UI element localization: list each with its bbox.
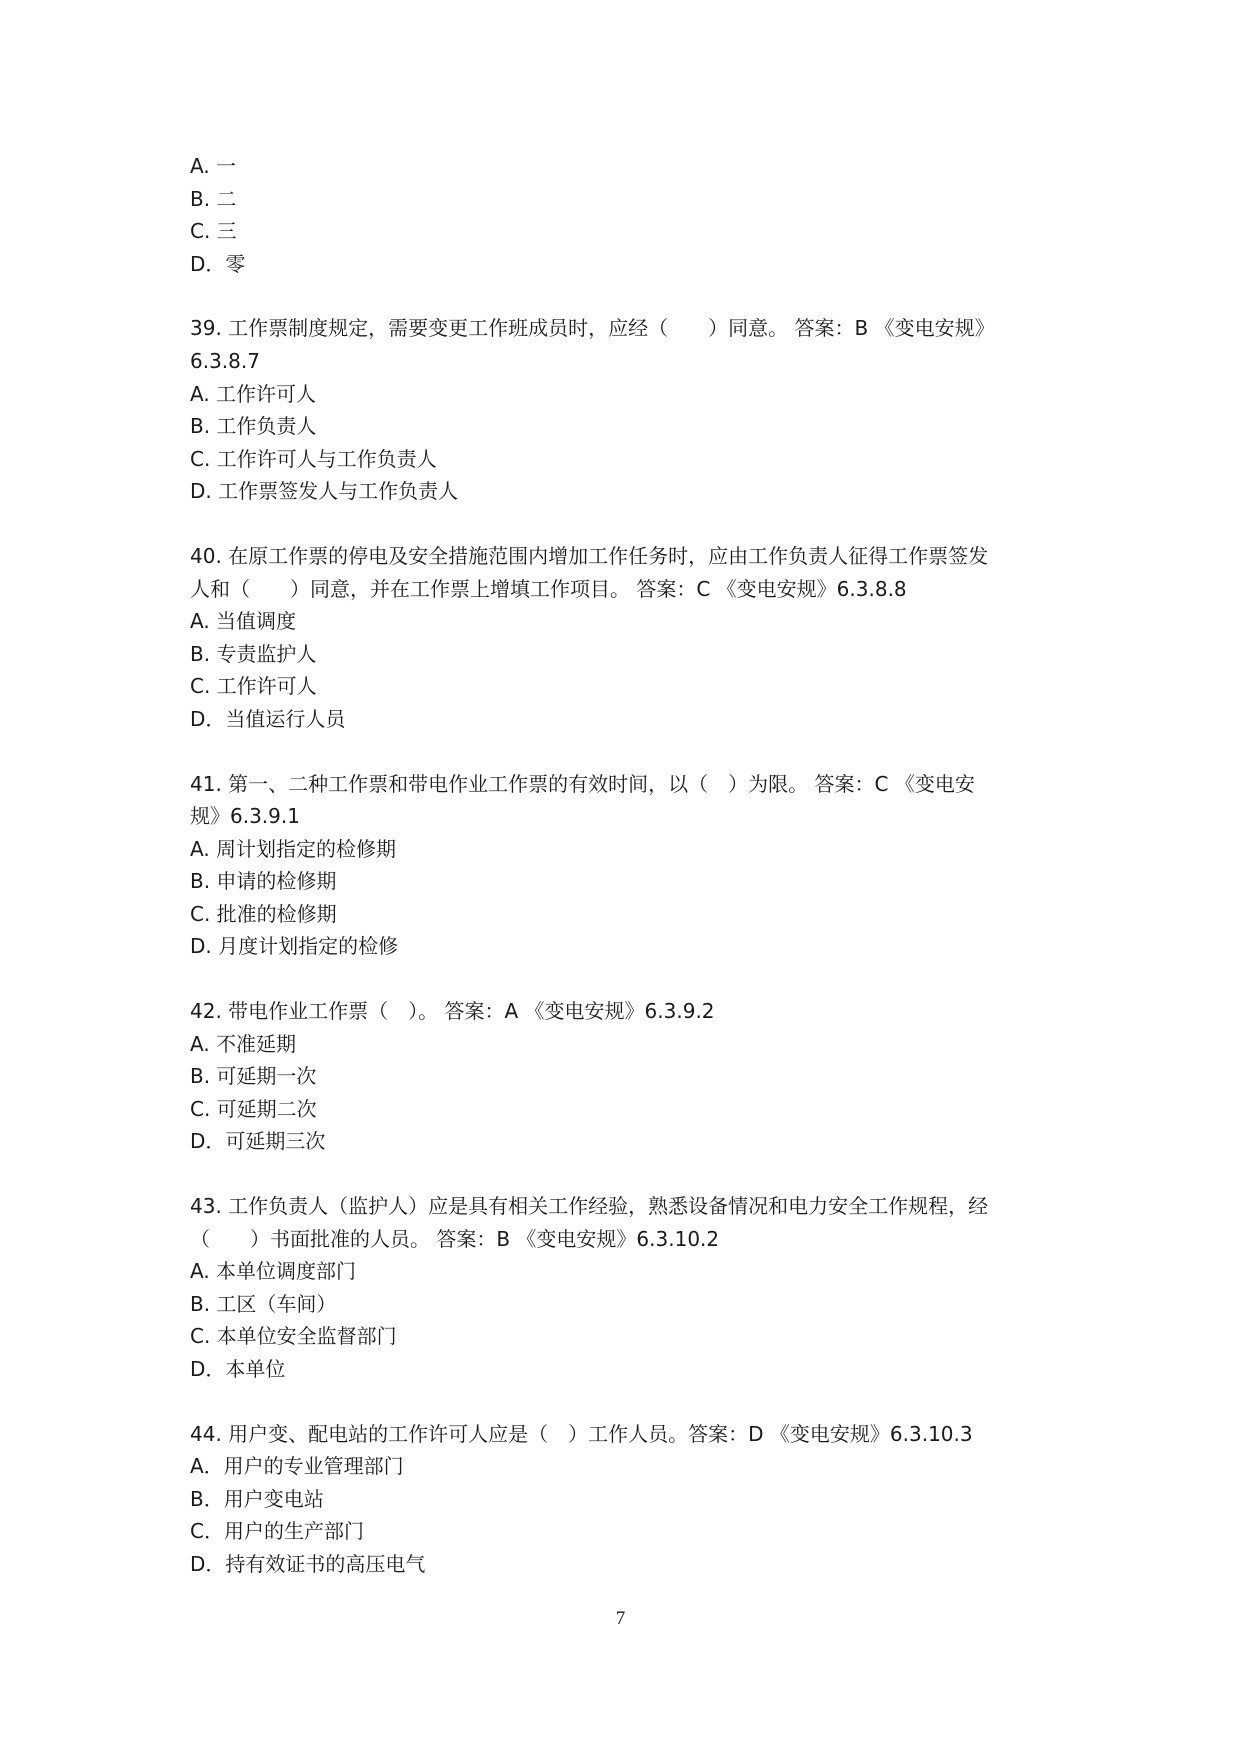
option-b: B. 专责监护人 — [190, 641, 317, 666]
question-stem-continued: 6.3.8.7 — [190, 348, 260, 373]
option-c: C. 工作许可人 — [190, 674, 317, 699]
question-stem: 40. 在原工作票的停电及安全措施范围内增加工作任务时，应由工作负责人征得工作票签发 — [190, 543, 989, 568]
option-a: A．用户的专业管理部门 — [190, 1454, 404, 1479]
question-stem-continued: 人和（ ）同意，并在工作票上增填工作项目。 答案：C 《变电安规》6.3.8.8 — [190, 576, 907, 601]
option-c: C. 工作许可人与工作负责人 — [190, 446, 437, 471]
option-c: C．用户的生产部门 — [190, 1519, 364, 1544]
option-b: B．用户变电站 — [190, 1486, 324, 1511]
option-b: B. 二 — [190, 186, 237, 211]
question-stem: 39. 工作票制度规定，需要变更工作班成员时，应经（ ）同意。 答案：B 《变电安规》 — [190, 316, 995, 341]
page-number: 7 — [615, 1608, 626, 1629]
option-a: A. 本单位调度部门 — [190, 1259, 357, 1284]
option-c: C. 三 — [190, 219, 237, 244]
option-b: B. 申请的检修期 — [190, 869, 337, 894]
question-44 — [190, 1418, 1080, 1581]
option-d: D．持有效证书的高压电气 — [190, 1551, 426, 1576]
question-stem-continued: （ ）书面批准的人员。 答案：B 《变电安规》6.3.10.2 — [190, 1226, 720, 1251]
option-c: C. 批准的检修期 — [190, 901, 337, 926]
question-stem-continued: 规》6.3.9.1 — [190, 804, 300, 829]
option-a: A. 工作许可人 — [190, 381, 317, 406]
option-a: A. 不准延期 — [190, 1031, 297, 1056]
document-page — [190, 150, 1080, 1581]
option-c: C. 可延期二次 — [190, 1096, 317, 1121]
option-b: B. 工区（车间） — [190, 1291, 337, 1316]
option-d: D. 月度计划指定的检修 — [190, 934, 399, 959]
option-d: D．当值运行人员 — [190, 706, 346, 731]
option-b: B. 工作负责人 — [190, 414, 317, 439]
option-a: A. 一 — [190, 154, 237, 178]
option-d: D. 工作票签发人与工作负责人 — [190, 479, 459, 504]
option-b: B. 可延期一次 — [190, 1064, 317, 1089]
option-a: A. 周计划指定的检修期 — [190, 836, 397, 861]
question-stem: 41. 第一、二种工作票和带电作业工作票的有效时间，以（ ）为限。 答案：C 《变电安 — [190, 771, 975, 796]
option-a: A. 当值调度 — [190, 609, 297, 634]
question-stem: 42. 带电作业工作票（ ）。 答案：A 《变电安规》6.3.9.2 — [190, 999, 715, 1024]
question-43 — [190, 1190, 1080, 1386]
question-stem: 44. 用户变、配电站的工作许可人应是（ ）工作人员。答案：D 《变电安规》6.3.10.3 — [190, 1421, 973, 1446]
previous-question-options — [190, 150, 1080, 280]
option-d: D．本单位 — [190, 1357, 286, 1381]
question-stem: 43. 工作负责人（监护人）应是具有相关工作经验，熟悉设备情况和电力安全工作规程，经 — [190, 1194, 989, 1219]
question-42 — [190, 995, 1080, 1158]
question-39 — [190, 312, 1080, 508]
option-c: C. 本单位安全监督部门 — [190, 1324, 397, 1349]
question-41 — [190, 768, 1080, 964]
option-d: D．零 — [190, 251, 246, 276]
option-d: D．可延期三次 — [190, 1129, 326, 1154]
question-40 — [190, 540, 1080, 736]
